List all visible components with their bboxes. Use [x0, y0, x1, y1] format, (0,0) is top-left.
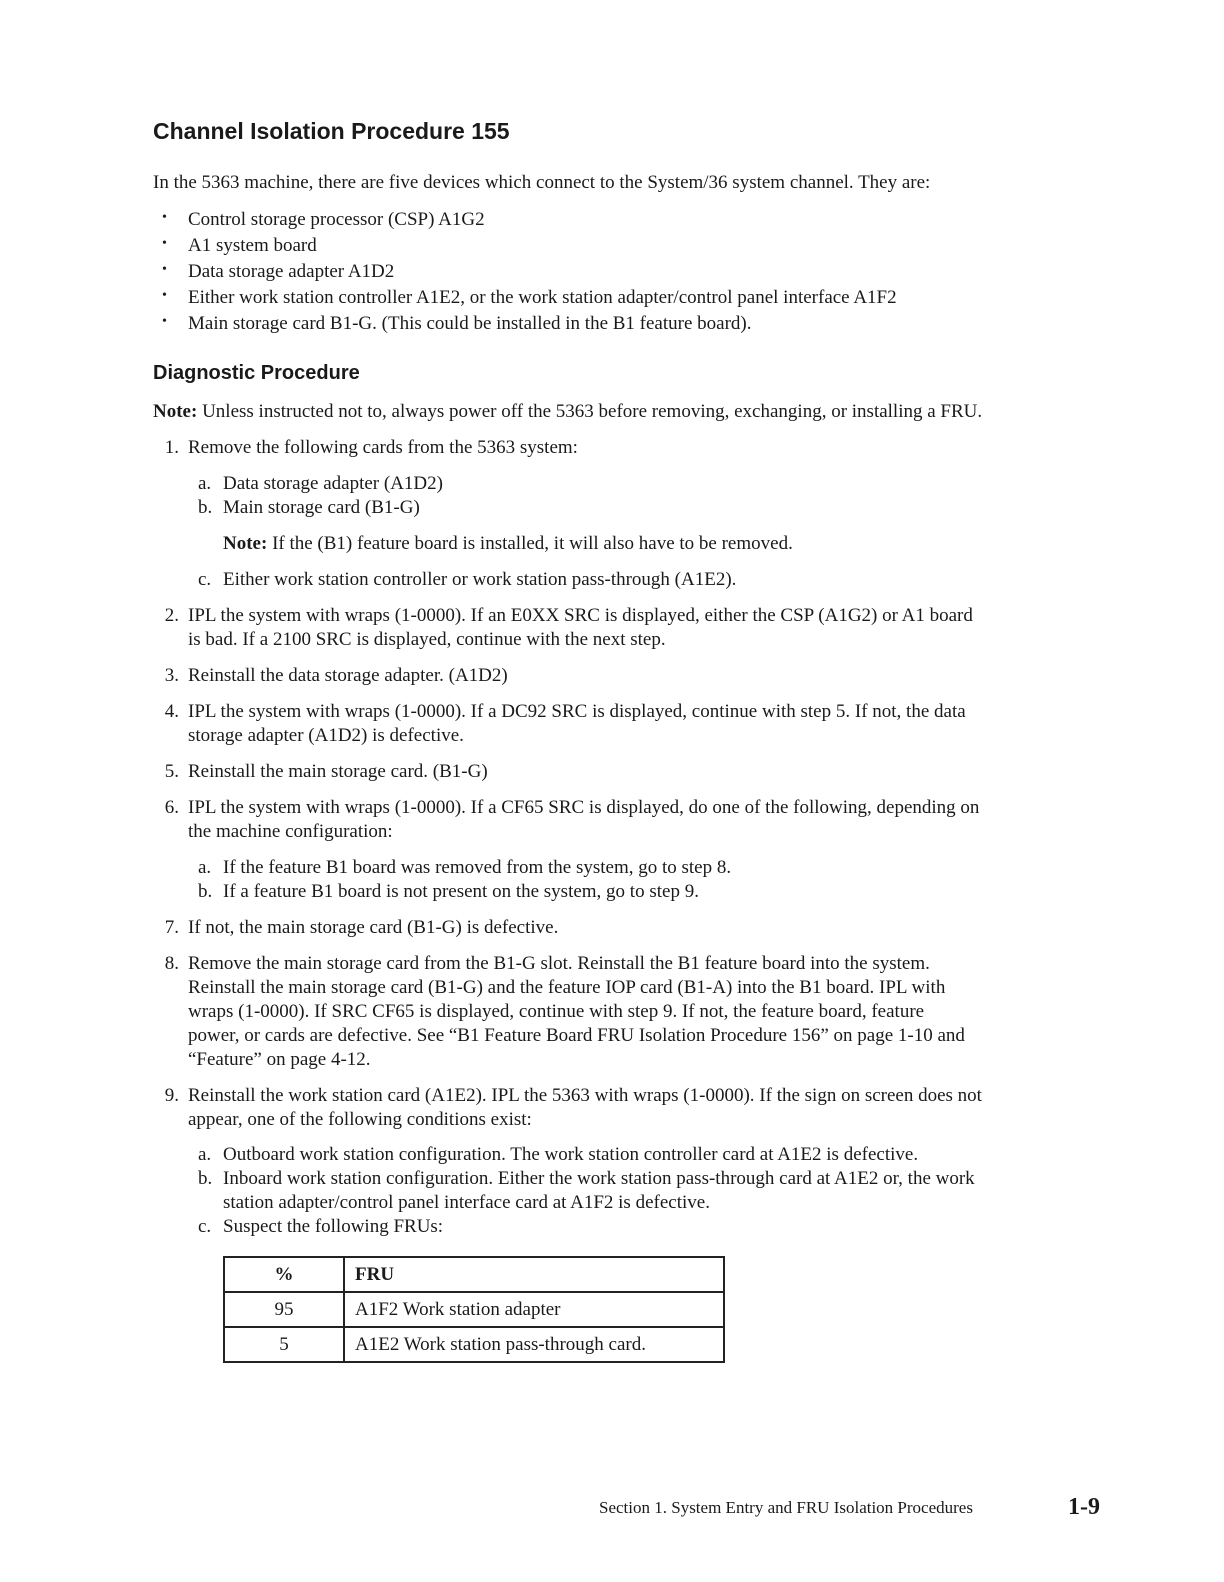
table-cell-percent: 95 — [224, 1292, 344, 1327]
step-9-line-1: Reinstall the work station card (A1E2). IPL the 5363 with wraps (1-0000). If the sign on screen does not — [188, 1085, 982, 1106]
step-number: 5. — [164, 761, 179, 782]
step-number: 3. — [164, 665, 179, 686]
step-2-line-2: is bad. If a 2100 SRC is displayed, continue with the next step. — [188, 629, 666, 650]
step-1b: Main storage card (B1-G) — [223, 497, 420, 518]
step-number: 8. — [164, 953, 179, 974]
substep-letter: a. — [198, 857, 212, 878]
note-label: Note: — [153, 401, 198, 422]
step-9a: Outboard work station configuration. The work station controller card at A1E2 is defective. — [223, 1144, 919, 1165]
table-row — [224, 1292, 724, 1327]
page-title: Channel Isolation Procedure 155 — [153, 118, 510, 144]
substep-letter: a. — [198, 1144, 212, 1165]
list-item: Control storage processor (CSP) A1G2 — [188, 209, 485, 230]
bullet-icon: • — [162, 210, 167, 225]
step-number: 9. — [164, 1085, 179, 1106]
list-item: A1 system board — [188, 235, 317, 256]
step-6a: If the feature B1 board was removed from the system, go to step 8. — [223, 857, 732, 878]
step-6b: If a feature B1 board is not present on the system, go to step 9. — [223, 881, 699, 902]
step-2-line-1: IPL the system with wraps (1-0000). If an E0XX SRC is displayed, either the CSP (A1G2) or A1 board — [188, 605, 973, 626]
step-9-line-2: appear, one of the following conditions exist: — [188, 1109, 532, 1130]
page-number: 1-9 — [1068, 1494, 1100, 1520]
bullet-icon: • — [162, 314, 167, 329]
substep-letter: b. — [198, 1168, 213, 1189]
column-header-percent: % — [224, 1257, 344, 1292]
note — [153, 400, 982, 424]
table-cell-fru: A1F2 Work station adapter — [344, 1292, 724, 1327]
bullet-icon: • — [162, 262, 167, 277]
step-5: Reinstall the main storage card. (B1-G) — [188, 761, 488, 782]
substep-letter: c. — [198, 569, 212, 590]
substep-letter: b. — [198, 881, 213, 902]
step-4-line-1: IPL the system with wraps (1-0000). If a DC92 SRC is displayed, continue with step 5. If not, the data — [188, 701, 966, 722]
substep-letter: b. — [198, 497, 213, 518]
step-9b-line-2: station adapter/control panel interface card at A1F2 is defective. — [223, 1192, 710, 1213]
step-1a: Data storage adapter (A1D2) — [223, 473, 443, 494]
step-1-note — [223, 532, 793, 556]
step-9c: Suspect the following FRUs: — [223, 1216, 444, 1237]
substep-letter: c. — [198, 1216, 212, 1237]
step-1c: Either work station controller or work station pass-through (A1E2). — [223, 569, 737, 590]
note-text: Unless instructed not to, always power off the 5363 before removing, exchanging, or installing a FRU. — [197, 401, 983, 422]
fru-table — [223, 1256, 725, 1363]
step-number: 4. — [164, 701, 179, 722]
step-8-line-1: Remove the main storage card from the B1-G slot. Reinstall the B1 feature board into the system. — [188, 953, 930, 974]
section-heading: Diagnostic Procedure — [153, 362, 360, 384]
intro-paragraph: In the 5363 machine, there are five devices which connect to the System/36 system channel. They are: — [153, 172, 931, 193]
substep-letter: a. — [198, 473, 212, 494]
table-header-row — [224, 1257, 724, 1292]
list-item: Main storage card B1-G. (This could be installed in the B1 feature board). — [188, 313, 752, 334]
step-6-line-2: the machine configuration: — [188, 821, 393, 842]
step-6-line-1: IPL the system with wraps (1-0000). If a CF65 SRC is displayed, do one of the following, depending on — [188, 797, 980, 818]
step-3: Reinstall the data storage adapter. (A1D2) — [188, 665, 508, 686]
step-8-line-5: “Feature” on page 4-12. — [188, 1049, 371, 1070]
table-row — [224, 1327, 724, 1362]
table-cell-fru: A1E2 Work station pass-through card. — [344, 1327, 724, 1362]
page-footer: Section 1. System Entry and FRU Isolation Procedures — [599, 1498, 973, 1517]
step-8-line-4: power, or cards are defective. See “B1 Feature Board FRU Isolation Procedure 156” on page 1-10 and — [188, 1025, 965, 1046]
step-number: 1. — [164, 437, 179, 458]
step-number: 7. — [164, 917, 179, 938]
step-number: 2. — [164, 605, 179, 626]
note-label: Note: — [223, 533, 268, 554]
bullet-icon: • — [162, 288, 167, 303]
bullet-icon: • — [162, 236, 167, 251]
step-number: 6. — [164, 797, 179, 818]
step-7: If not, the main storage card (B1-G) is defective. — [188, 917, 559, 938]
step-8-line-2: Reinstall the main storage card (B1-G) and the feature IOP card (B1-A) into the B1 board. IPL with — [188, 977, 946, 998]
step-1: Remove the following cards from the 5363 system: — [188, 437, 578, 458]
step-9b-line-1: Inboard work station configuration. Either the work station pass-through card at A1E2 or, the work — [223, 1168, 975, 1189]
step-4-line-2: storage adapter (A1D2) is defective. — [188, 725, 464, 746]
note-text: If the (B1) feature board is installed, it will also have to be removed. — [267, 533, 793, 554]
table-cell-percent: 5 — [224, 1327, 344, 1362]
list-item: Either work station controller A1E2, or the work station adapter/control panel interface A1F2 — [188, 287, 897, 308]
list-item: Data storage adapter A1D2 — [188, 261, 395, 282]
step-8-line-3: wraps (1-0000). If SRC CF65 is displayed, continue with step 9. If not, the feature board, feature — [188, 1001, 925, 1022]
column-header-fru: FRU — [344, 1257, 724, 1292]
